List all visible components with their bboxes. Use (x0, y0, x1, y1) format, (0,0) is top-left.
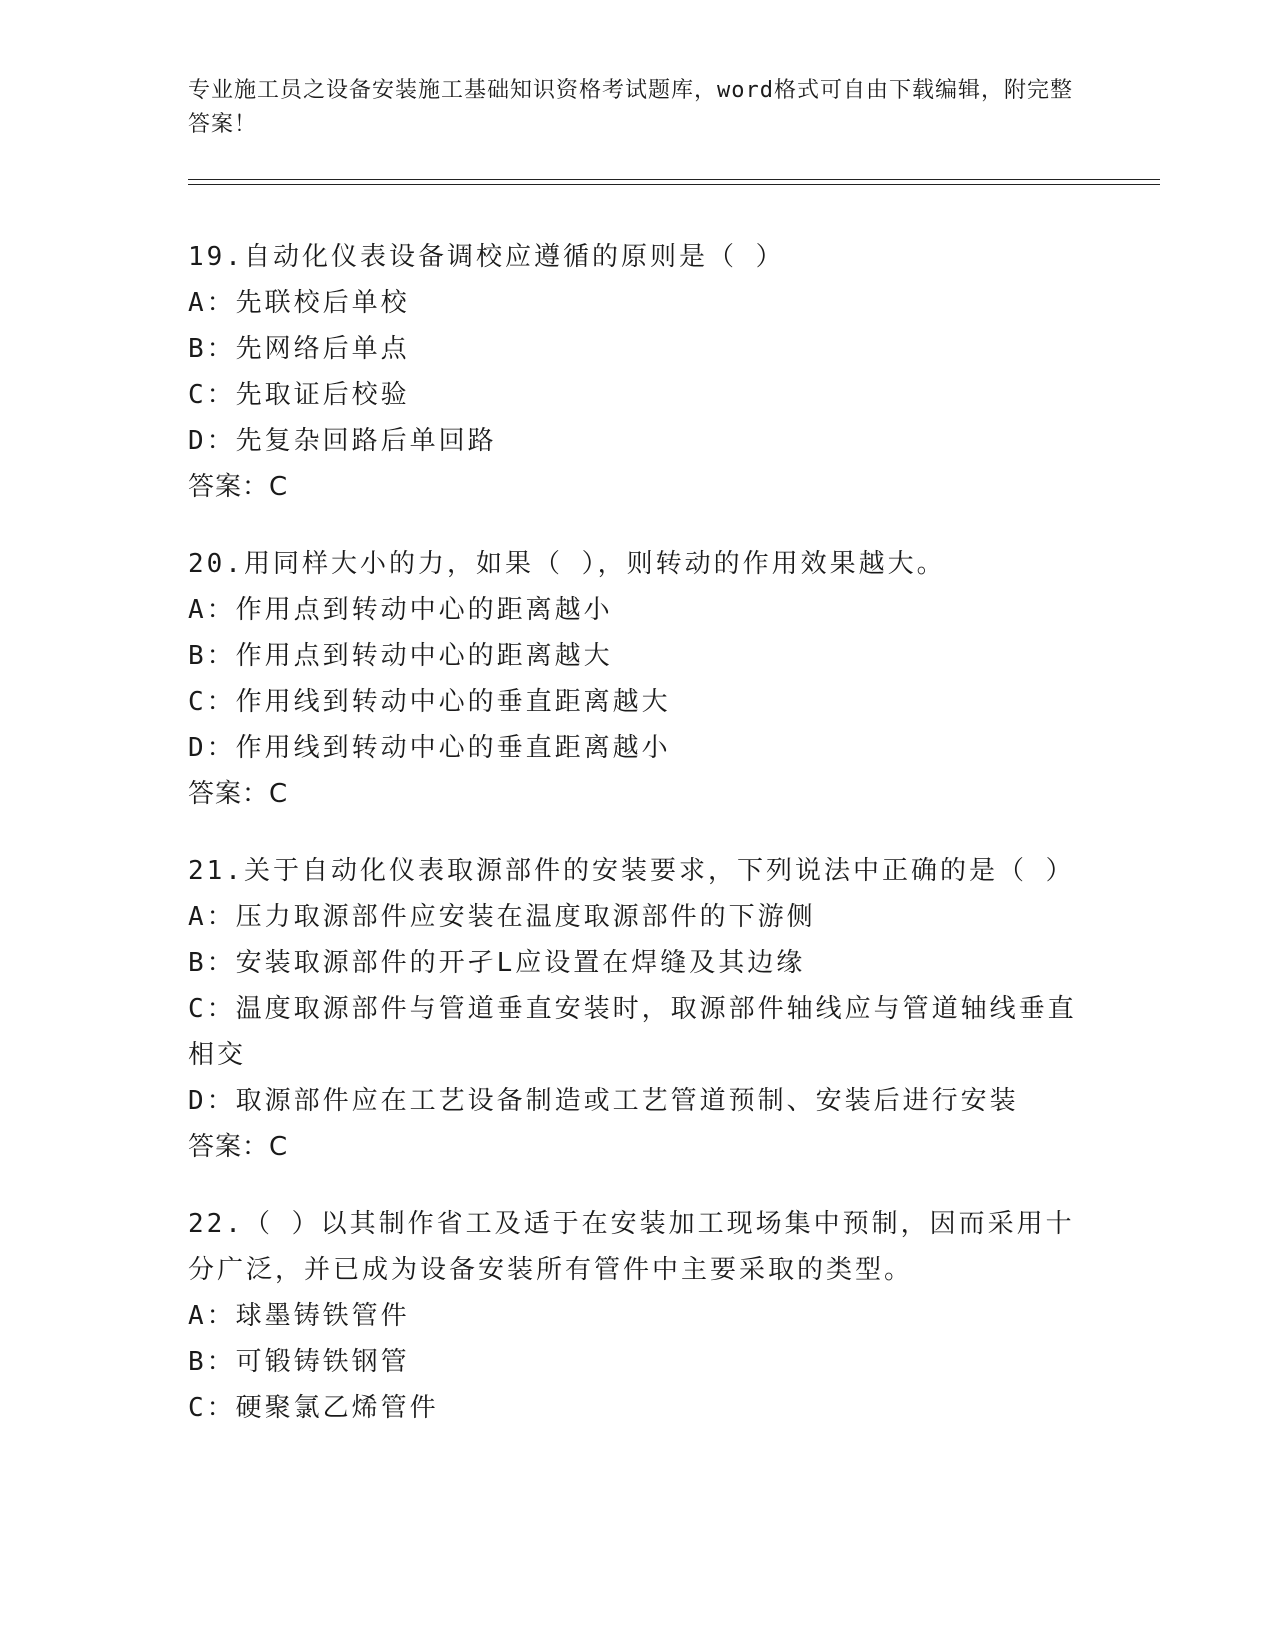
question-21 (188, 848, 1088, 1170)
header-divider-top (188, 179, 1160, 180)
option-c: C：先取证后校验 (188, 380, 410, 410)
question-stem: 21.关于自动化仪表取源部件的安装要求，下列说法中正确的是（ ） (188, 856, 1075, 886)
question-stem: 19.自动化仪表设备调校应遵循的原则是（ ） (188, 242, 785, 272)
question-stem: 22.（ ）以其制作省工及适于在安装加工现场集中预制，因而采用十分广泛，并已成为设备安装所有管件中主要采取的类型。 (188, 1209, 1075, 1285)
question-22 (188, 1201, 1088, 1431)
document-header: 专业施工员之设备安装施工基础知识资格考试题库，word格式可自由下载编辑，附完整答案！ (188, 78, 1073, 137)
question-20 (188, 541, 1088, 817)
option-a: A：球墨铸铁管件 (188, 1301, 410, 1331)
option-b: B：可锻铸铁钢管 (188, 1347, 410, 1377)
option-c: C：作用线到转动中心的垂直距离越大 (188, 687, 671, 717)
option-b: B：作用点到转动中心的距离越大 (188, 641, 613, 671)
option-d: D：先复杂回路后单回路 (188, 426, 497, 456)
option-a: A：作用点到转动中心的距离越小 (188, 595, 613, 625)
answer-line: 答案：C (188, 472, 289, 502)
option-b: B：安装取源部件的开孑L应设置在焊缝及其边缘 (188, 948, 806, 978)
option-b: B：先网络后单点 (188, 334, 410, 364)
option-a: A：压力取源部件应安装在温度取源部件的下游侧 (188, 902, 816, 932)
header-divider-bottom (188, 184, 1160, 185)
option-c: C：硬聚氯乙烯管件 (188, 1393, 439, 1423)
question-stem: 20.用同样大小的力，如果（ ），则转动的作用效果越大。 (188, 549, 946, 579)
question-list (188, 234, 1088, 1462)
option-c: C：温度取源部件与管道垂直安装时，取源部件轴线应与管道轴线垂直相交 (188, 994, 1077, 1070)
answer-line: 答案：C (188, 1132, 289, 1162)
option-d: D：作用线到转动中心的垂直距离越小 (188, 733, 671, 763)
option-d: D：取源部件应在工艺设备制造或工艺管道预制、安装后进行安装 (188, 1086, 1019, 1116)
question-19 (188, 234, 1088, 510)
option-a: A：先联校后单校 (188, 288, 410, 318)
answer-line: 答案：C (188, 779, 289, 809)
